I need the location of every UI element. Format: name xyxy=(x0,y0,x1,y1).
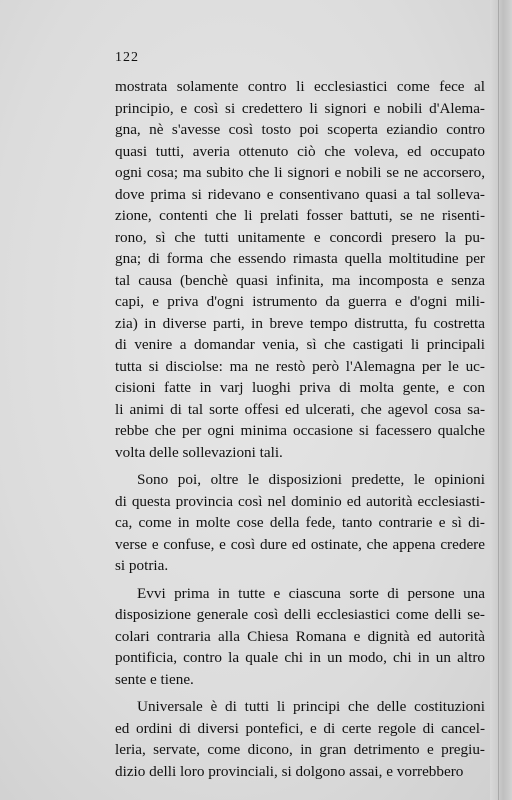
paragraph xyxy=(115,583,485,691)
paragraph xyxy=(115,696,485,782)
text-line: gna; di forma che essendo rimasta quella moltitudine per xyxy=(115,250,485,267)
body-text xyxy=(115,76,485,782)
text-line: tutta si disciolse: ma ne restò però l'Alemagna per le uc- xyxy=(115,357,485,375)
text-line: rebbe che per ogni minima occasione si facessero qualche xyxy=(115,422,485,439)
text-line: li animi di tal sorte offesi ed ulcerati, che agevol cosa sa- xyxy=(115,400,485,418)
text-line: ogni cosa; ma subito che li signori e nobili se ne accorsero, xyxy=(115,164,485,181)
text-line: Universale è di tutti li principi che delle costituzioni xyxy=(137,698,485,715)
text-line: si potria. xyxy=(115,557,169,574)
text-line: verse e confuse, e così dure ed ostinate, che appena credere xyxy=(115,535,485,553)
text-line: gna, nè s'avesse così tosto poi scoperta eziandio contro xyxy=(115,121,485,138)
text-line: tal causa (benchè quasi infinita, ma incomposta e senza xyxy=(115,271,485,289)
text-line: capi, e priva d'ogni istrumento da guerra e d'ogni mili- xyxy=(115,293,485,310)
page-number: 122 xyxy=(115,50,139,65)
text-line: ed ordini di diversi pontefici, e di certe regole di cancel- xyxy=(115,719,485,737)
text-line: disposizione generale così delli ecclesiastici come delli se- xyxy=(115,606,485,623)
text-line: Sono poi, oltre le disposizioni predette, le opinioni xyxy=(137,471,485,488)
text-line: rono, sì che tutti unitamente e concordi presero la pu- xyxy=(115,228,485,246)
text-line: di questa provincia così nel dominio ed autorità ecclesiasti- xyxy=(115,492,485,510)
paragraph xyxy=(115,469,485,577)
text-line: leria, servate, come dicono, in gran detrimento e pregiu- xyxy=(115,741,485,758)
text-line: quasi tutti, averia ottenuto ciò che voleva, ed occupato xyxy=(115,142,485,160)
text-line: dove prima si ridevano e consentivano quasi a tal solleva- xyxy=(115,185,485,203)
text-line: di venire a domandar venia, sì che castigati li principali xyxy=(115,336,485,353)
text-line: cisioni fatte in varj luoghi priva di molta gente, e con xyxy=(115,379,485,396)
text-line: pontificia, contro la quale chi in un modo, chi in un altro xyxy=(115,649,485,666)
text-line: zione, contenti che li prelati fosser battuti, se ne risenti- xyxy=(115,207,485,224)
text-line: principio, e così si credettero li signori e nobili d'Alema- xyxy=(115,99,485,117)
page-edge xyxy=(490,0,512,800)
paragraph xyxy=(115,76,485,463)
text-line: zia) in diverse parti, in breve tempo distrutta, fu costretta xyxy=(115,314,485,332)
text-line: ca, come in molte cose della fede, tanto contrarie e sì di- xyxy=(115,514,485,531)
text-line: mostrata solamente contro li ecclesiastici come fece al xyxy=(115,78,485,95)
text-line: volta delle sollevazioni tali. xyxy=(115,443,283,461)
text-line: Evvi prima in tutte e ciascuna sorte di persone una xyxy=(137,584,485,602)
text-line: colari contraria alla Chiesa Romana e dignità ed autorità xyxy=(115,627,485,645)
text-line: dizio delli loro provinciali, si dolgono assai, e vorrebbero xyxy=(115,762,464,780)
text-line: sente e tiene. xyxy=(115,670,194,688)
